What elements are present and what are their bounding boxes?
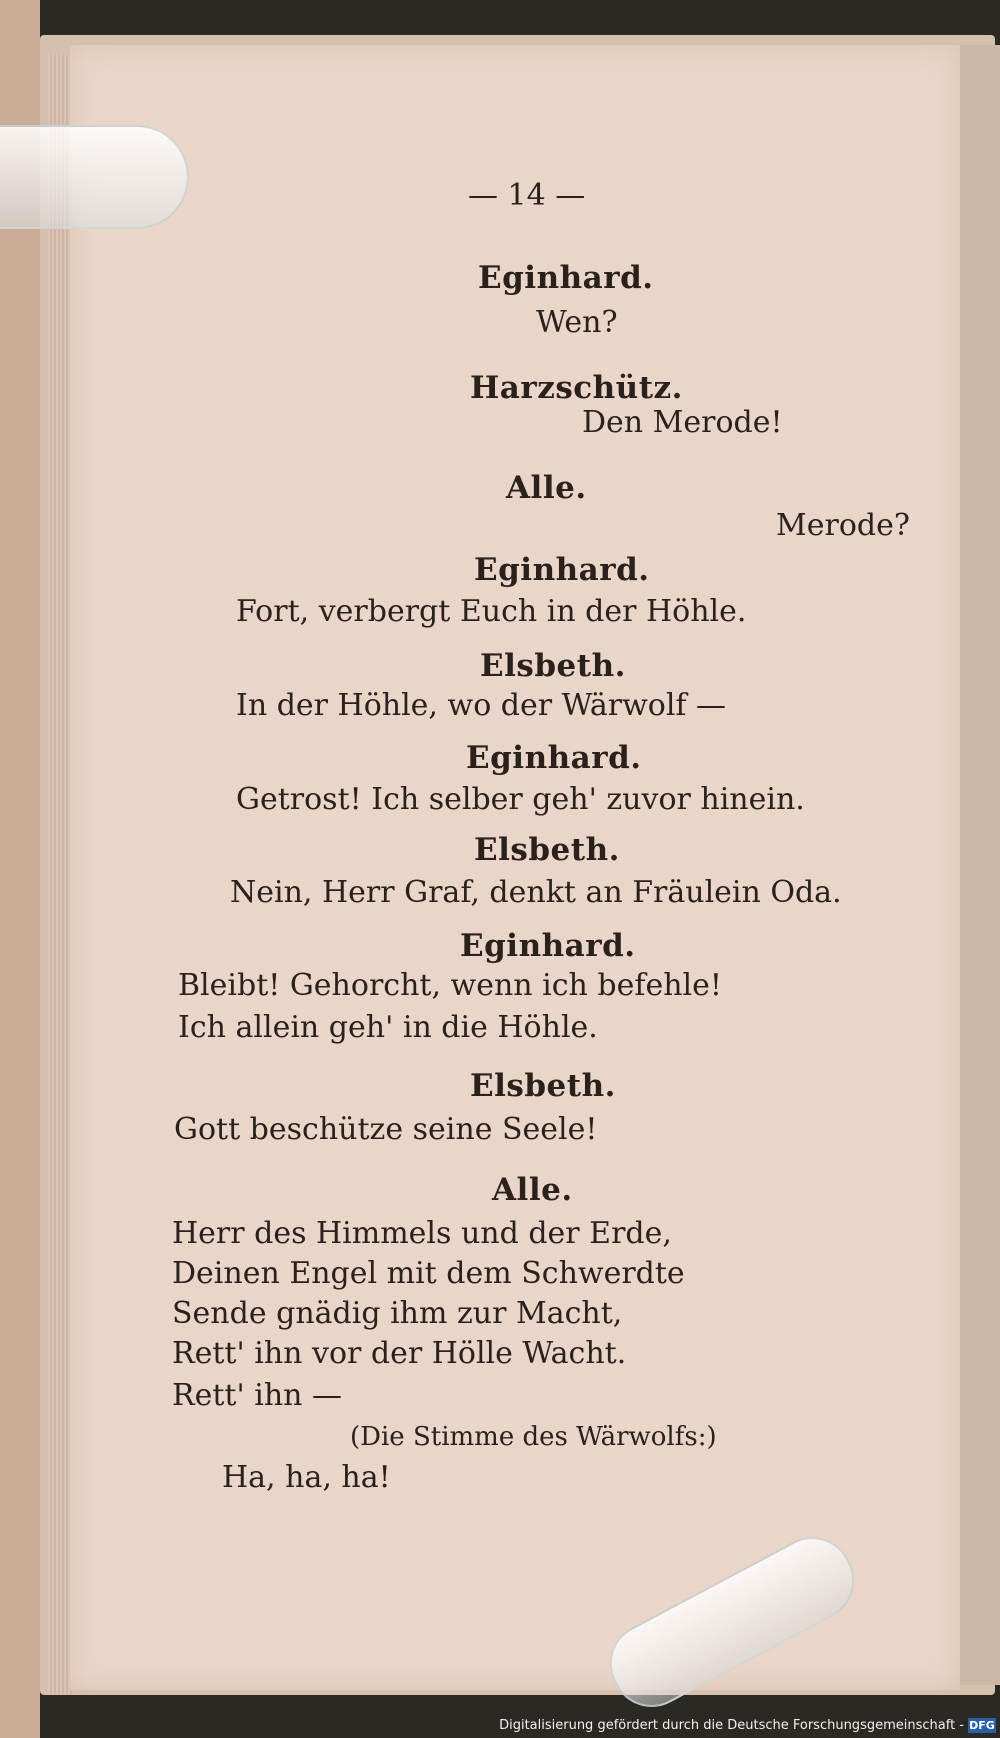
- speaker-name: Eginhard.: [474, 552, 650, 588]
- text-line: Fort, verbergt Euch in der Höhle.: [236, 594, 747, 629]
- speaker-name: Harzschütz.: [470, 370, 683, 406]
- speaker-name: Elsbeth.: [480, 648, 626, 684]
- page-stack-edge: [48, 55, 72, 1695]
- text-line: Sende gnädig ihm zur Macht,: [172, 1296, 623, 1331]
- text-line: In der Höhle, wo der Wärwolf —: [236, 688, 727, 723]
- speaker-name: Eginhard.: [478, 260, 654, 296]
- speaker-name: Elsbeth.: [474, 832, 620, 868]
- stage-direction: (Die Stimme des Wärwolfs:): [350, 1422, 717, 1452]
- text-line: Rett' ihn —: [172, 1378, 343, 1413]
- text-line: Bleibt! Gehorcht, wenn ich befehle!: [178, 968, 722, 1003]
- speaker-name: Eginhard.: [460, 928, 636, 964]
- text-line: Nein, Herr Graf, denkt an Fräulein Oda.: [230, 875, 842, 910]
- page-clip-top: [0, 125, 189, 229]
- text-line: Deinen Engel mit dem Schwerdte: [172, 1256, 685, 1291]
- footer-bar: [0, 1710, 1000, 1738]
- footer-credit: Digitalisierung gefördert durch die Deutsche Forschungsgemeinschaft -: [499, 1718, 964, 1733]
- text-line: Rett' ihn vor der Hölle Wacht.: [172, 1336, 627, 1371]
- text-line: Gott beschütze seine Seele!: [174, 1112, 598, 1147]
- page-number: — 14 —: [468, 178, 586, 213]
- text-line: Ich allein geh' in die Höhle.: [178, 1010, 598, 1045]
- text-line: Ha, ha, ha!: [222, 1460, 391, 1495]
- speaker-name: Alle.: [506, 470, 587, 506]
- speaker-name: Eginhard.: [466, 740, 642, 776]
- text-line: Herr des Himmels und der Erde,: [172, 1216, 672, 1251]
- text-line: Getrost! Ich selber geh' zuvor hinein.: [236, 782, 805, 817]
- text-line: Den Merode!: [582, 405, 783, 440]
- speaker-name: Alle.: [492, 1172, 573, 1208]
- speaker-name: Elsbeth.: [470, 1068, 616, 1104]
- text-line: Wen?: [536, 305, 618, 340]
- background-left: [0, 0, 40, 1738]
- dfg-logo-icon: DFG: [969, 1719, 995, 1732]
- text-line: Merode?: [776, 508, 910, 543]
